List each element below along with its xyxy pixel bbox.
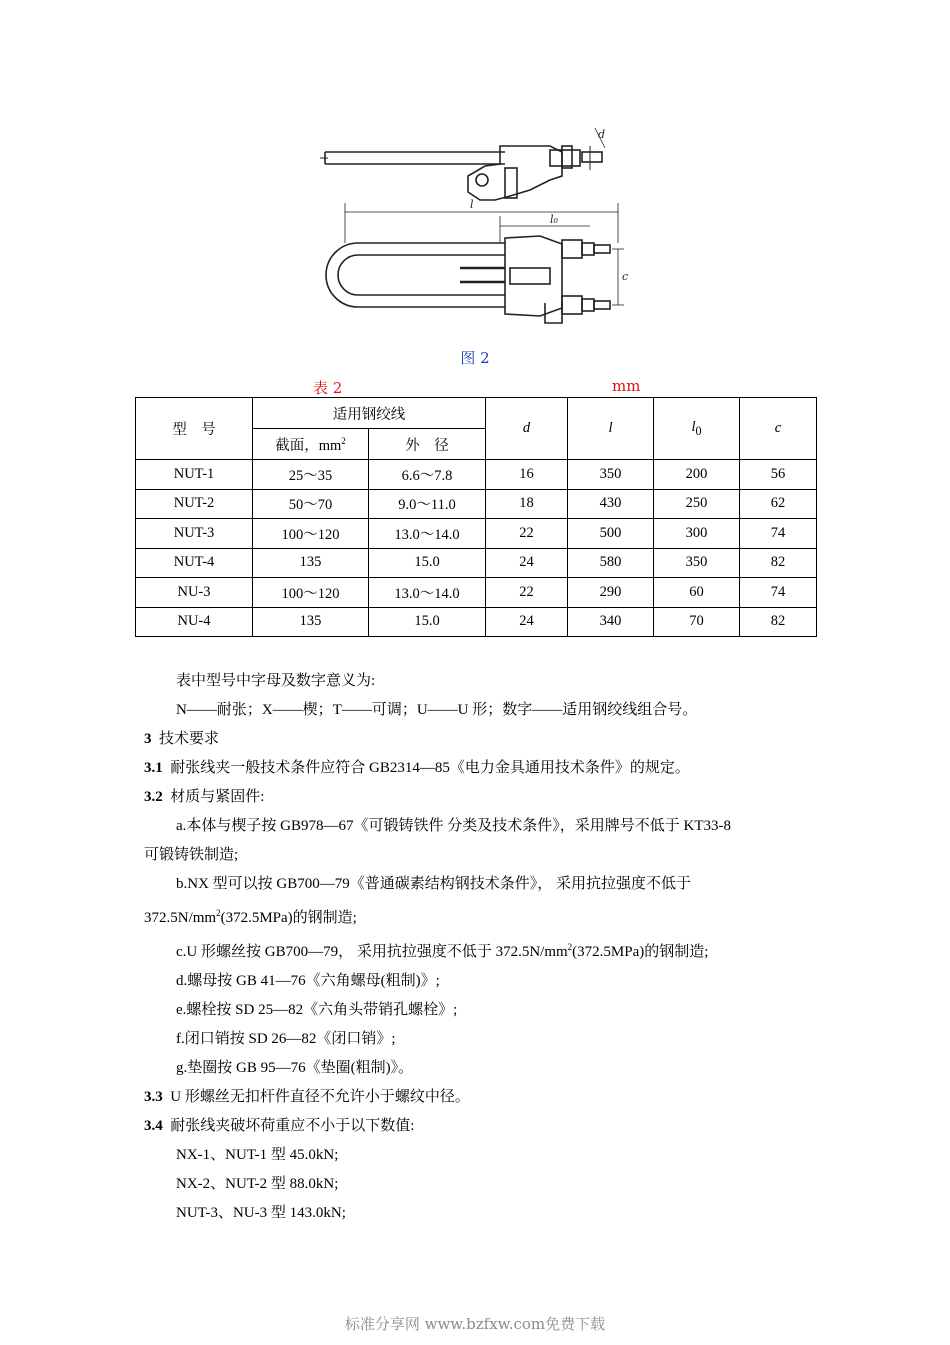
section-heading: 3 技术要求	[144, 731, 220, 747]
dim-label-d: d	[598, 128, 606, 141]
load-value: NUT-3、NU-3 型 143.0kN;	[176, 1205, 346, 1221]
clause-3-4: 3.4 耐张线夹破坏荷重应不小于以下数值:	[144, 1118, 415, 1134]
table-row: NU-4 135 15.0 24 340 70 82	[136, 607, 817, 637]
dim-label-l0: l₀	[550, 213, 558, 226]
clause-3-1: 3.1 耐张线夹一般技术条件应符合 GB2314—85《电力金具通用技术条件》的规定。	[144, 760, 690, 776]
clause-3-3: 3.3 U 形螺丝无扣杆件直径不允许小于螺纹中径。	[144, 1089, 470, 1105]
header-c: c	[740, 398, 817, 460]
table-row: NUT-1 25～35 6.6～7.8 16 350 200 56	[136, 460, 817, 490]
table-row: NUT-4 135 15.0 24 580 350 82	[136, 548, 817, 578]
paragraph: 表中型号中字母及数字意义为:	[176, 673, 376, 689]
load-value: NX-1、NUT-1 型 45.0kN;	[176, 1147, 339, 1163]
item-a: a.本体与楔子按 GB978—67《可锻铸铁件 分类及技术条件》，采用牌号不低于 KT33-8	[176, 818, 731, 834]
dim-label-l: l	[470, 198, 474, 211]
spec-table	[135, 397, 817, 637]
header-l0: $l_0$	[654, 398, 740, 460]
header-model: 型 号	[136, 398, 253, 460]
item-f: f.闭口销按 SD 26—82《闭口销》;	[176, 1031, 396, 1047]
dim-label-c: c	[622, 270, 629, 283]
item-g: g.垫圈按 GB 95—76《垫圈(粗制)》。	[176, 1060, 414, 1076]
item-b: b.NX 型可以按 GB700—79《普通碳素结构钢技术条件》， 采用抗拉强度不低于	[176, 876, 692, 892]
item-b-cont: $372.5N/mm^2(372.5MPa)$的钢制造;	[144, 908, 357, 926]
body-text	[0, 667, 950, 1228]
header-diameter: 外 径	[369, 429, 486, 460]
item-c: c.U 形螺丝按 GB700—79， 采用抗拉强度不低于 $372.5N/mm^2(372.5MPa)$的钢制造;	[176, 942, 709, 960]
table-unit: mm	[612, 377, 641, 395]
table-title: 表 2	[313, 379, 343, 397]
item-d: d.螺母按 GB 41—76《六角螺母(粗制)》;	[176, 973, 440, 989]
figure-caption: 图 2	[460, 349, 490, 367]
item-a-cont: 可锻铸铁制造;	[144, 847, 239, 863]
table-row: NUT-2 50～70 9.0～11.0 18 430 250 62	[136, 489, 817, 519]
table-row: NU-3 100～120 13.0～14.0 22 290 60 74	[136, 578, 817, 608]
table-row: NUT-3 100～120 13.0～14.0 22 500 300 74	[136, 519, 817, 549]
item-e: e.螺栓按 SD 25—82《六角头带销孔螺栓》;	[176, 1002, 458, 1018]
header-section: 截面，$mm^2$	[253, 429, 369, 460]
clamp-drawing	[300, 118, 640, 343]
header-d: d	[486, 398, 568, 460]
header-l: l	[568, 398, 654, 460]
load-value: NX-2、NUT-2 型 88.0kN;	[176, 1176, 339, 1192]
footer-watermark: 标准分享网 www.bzfxw.com免费下载	[344, 1315, 606, 1333]
paragraph: N——耐张；X——楔；T——可调；U——U 形；数字——适用钢绞线组合号。	[176, 702, 698, 718]
header-strand-group: 适用钢绞线	[253, 398, 486, 429]
clause-3-2: 3.2 材质与紧固件:	[144, 789, 265, 805]
